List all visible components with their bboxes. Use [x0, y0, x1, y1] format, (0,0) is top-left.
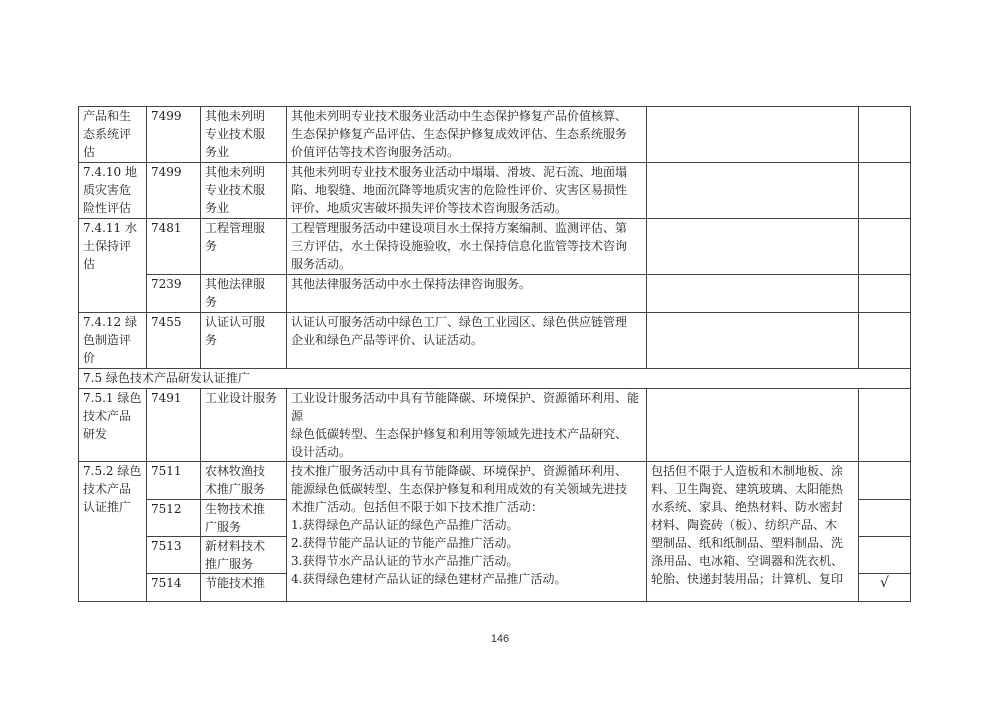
mark-cell: [859, 500, 911, 537]
industry-name-cell: 节能技术推: [201, 574, 287, 602]
category-cell: 7.4.10 地 质灾害危 险性评估: [79, 163, 147, 219]
table-row: [79, 462, 911, 500]
industry-name-cell: 新材料技术 推广服务: [201, 537, 287, 574]
industry-name-cell: 农林牧渔技 术推广服务: [201, 462, 287, 500]
industry-name-cell: 其他未列明 专业技术服 务业: [201, 107, 287, 163]
table-row: [79, 389, 911, 462]
mark-cell: [859, 313, 911, 369]
mark-cell: [859, 537, 911, 574]
mark-cell: [859, 462, 911, 500]
table-row: [79, 219, 911, 275]
description-cell: 工业设计服务活动中具有节能降碳、环境保护、资源循环利用、能源 绿色低碳转型、生态保护修复和利用等领域先进技术产品研究、 设计活动。: [287, 389, 647, 462]
mark-cell: [859, 107, 911, 163]
note-cell: 包括但不限于人造板和木制地板、涂 料、卫生陶瓷、建筑玻璃、太阳能热 水系统、家具、绝热材料、防水密封 材料、陶瓷砖（板）、纺织产品、木 塑制品、纸和纸制品、塑料制品、洗 涤用品、电冰箱、空调器和洗衣机、 轮胎、快递封装用品；计算机、复印: [647, 462, 859, 602]
mark-cell: [859, 163, 911, 219]
industry-code-cell: 7481: [147, 219, 201, 275]
industry-name-cell: 其他未列明 专业技术服 务业: [201, 163, 287, 219]
industry-name-cell: 工程管理服 务: [201, 219, 287, 275]
industry-code-cell: 7514: [147, 574, 201, 602]
category-cell: 产品和生 态系统评 估: [79, 107, 147, 163]
description-cell: 工程管理服务活动中建设项目水土保持方案编制、监测评估、第 三方评估，水土保持设施验收，水土保持信息化监管等技术咨询 服务活动。: [287, 219, 647, 275]
category-cell: 7.4.11 水 土保持评 估: [79, 219, 147, 313]
note-cell: [647, 389, 859, 462]
description-cell: 技术推广服务活动中具有节能降碳、环境保护、资源循环利用、 能源绿色低碳转型、生态保护修复和利用成效的有关领域先进技 术推广活动。包括但不限于如下技术推广活动： 1.获得绿色产品认证的绿色产品推广活动。 2.获得节能产品认证的节能产品推广活动。 3.获得节水产品认证的节水产品推广活动。 4.获得绿色建材产品认证的绿色建材产品推广活动。: [287, 462, 647, 602]
industry-code-cell: 7239: [147, 275, 201, 313]
description-cell: 其他法律服务活动中水土保持法律咨询服务。: [287, 275, 647, 313]
description-cell: 认证认可服务活动中绿色工厂、绿色工业园区、绿色供应链管理 企业和绿色产品等评价、认证活动。: [287, 313, 647, 369]
description-cell: 其他未列明专业技术服务业活动中生态保护修复产品价值核算、 生态保护修复产品评估、生态保护修复成效评估、生态系统服务 价值评估等技术咨询服务活动。: [287, 107, 647, 163]
section-heading: 7.5 绿色技术产品研发认证推广: [79, 369, 911, 389]
section-row: [79, 369, 911, 389]
note-cell: [647, 313, 859, 369]
classification-table: [78, 106, 911, 602]
industry-name-cell: 其他法律服 务: [201, 275, 287, 313]
description-cell: 其他未列明专业技术服务业活动中塌塌、滑坡、泥石流、地面塌 陷、地裂缝、地面沉降等地质灾害的危险性评价、灾害区易损性 评价、地质灾害破坏损失评价等技术咨询服务活动。: [287, 163, 647, 219]
table-row: [79, 275, 911, 313]
mark-cell: [859, 219, 911, 275]
industry-name-cell: 认证认可服 务: [201, 313, 287, 369]
industry-code-cell: 7491: [147, 389, 201, 462]
industry-code-cell: 7499: [147, 107, 201, 163]
note-cell: [647, 163, 859, 219]
category-cell: 7.5.2 绿色 技术产品 认证推广: [79, 462, 147, 602]
category-cell: 7.4.12 绿 色制造评 价: [79, 313, 147, 369]
page-number: 146: [490, 633, 510, 645]
table-row: [79, 107, 911, 163]
note-cell: [647, 107, 859, 163]
industry-code-cell: 7455: [147, 313, 201, 369]
table-row: [79, 313, 911, 369]
industry-name-cell: 生物技术推 广服务: [201, 500, 287, 537]
industry-code-cell: 7499: [147, 163, 201, 219]
mark-cell: [859, 389, 911, 462]
industry-code-cell: 7513: [147, 537, 201, 574]
industry-name-cell: 工业设计服务: [201, 389, 287, 462]
note-cell: [647, 275, 859, 313]
mark-cell: [859, 275, 911, 313]
checkmark-icon: √: [859, 574, 911, 602]
industry-code-cell: 7512: [147, 500, 201, 537]
note-cell: [647, 219, 859, 275]
category-cell: 7.5.1 绿色 技术产品 研发: [79, 389, 147, 462]
industry-code-cell: 7511: [147, 462, 201, 500]
table-row: [79, 163, 911, 219]
